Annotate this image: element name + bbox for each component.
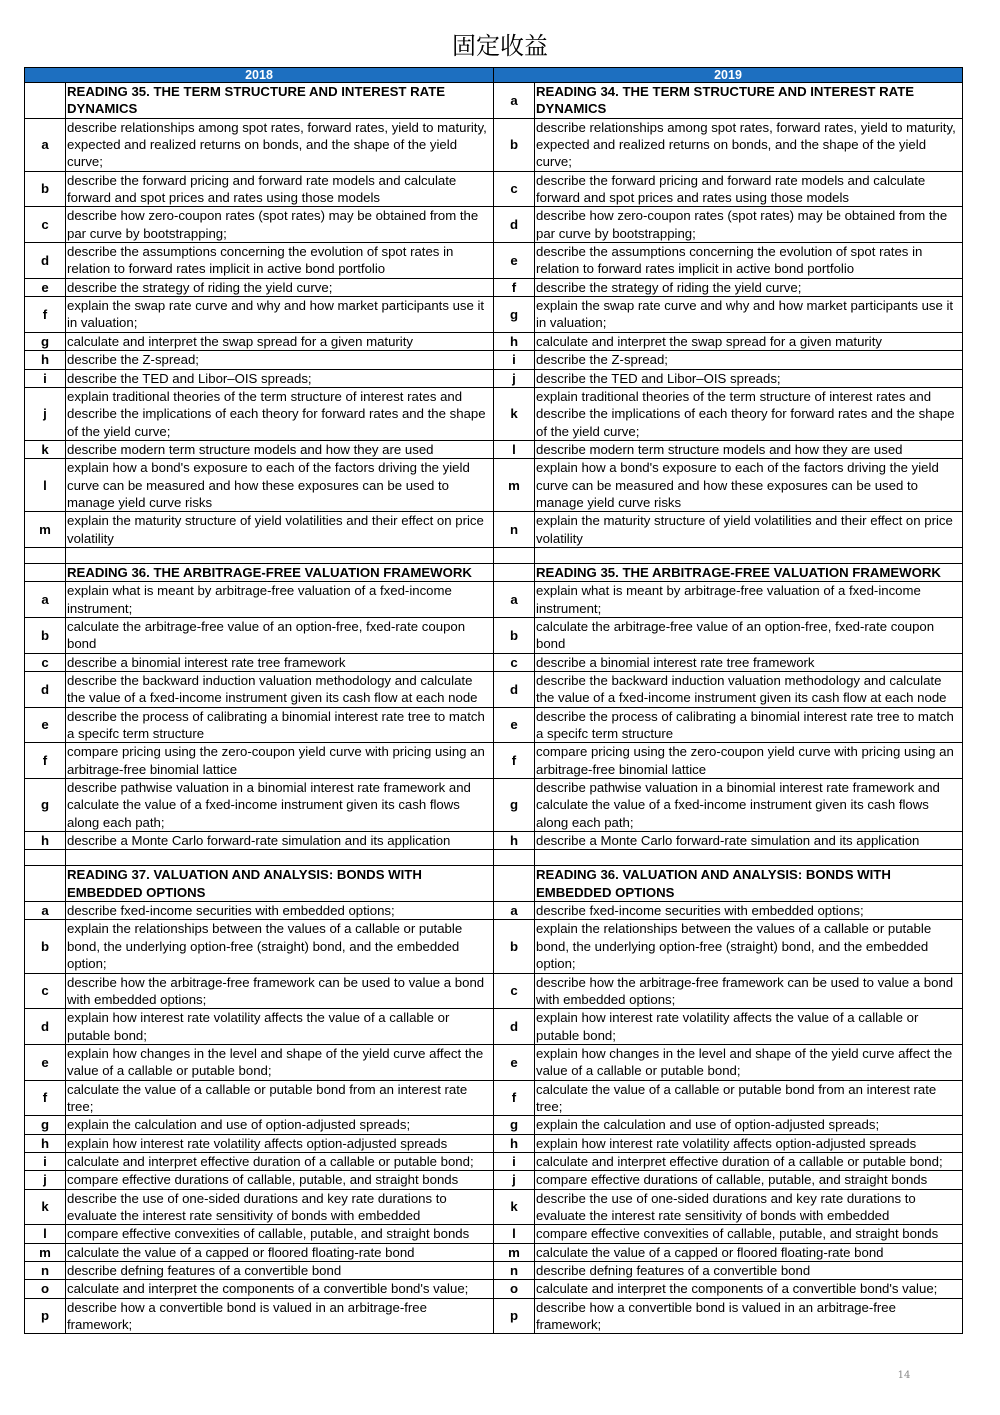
left-key-cell: i [25,1152,66,1170]
left-text-cell: explain the relationships between the values of a callable or putable bond, the underlying option-free (straight) bond, and the embedded option; [66,920,494,973]
left-text-cell: compare pricing using the zero-coupon yield curve with pricing using an arbitrage-free binomial lattice [66,743,494,779]
right-key-cell: i [494,1152,535,1170]
left-text-cell: calculate and interpret effective duration of a callable or putable bond; [66,1152,494,1170]
table-row [25,171,963,207]
right-key-cell: l [494,1225,535,1243]
table-row [25,832,963,850]
empty-cell [25,547,66,563]
right-key-cell: g [494,1116,535,1134]
left-key-cell: b [25,617,66,653]
right-key-cell: e [494,707,535,743]
left-key-cell: j [25,1171,66,1189]
right-key-cell: o [494,1280,535,1298]
table-row [25,1116,963,1134]
right-text-cell: describe pathwise valuation in a binomial interest rate framework and calculate the value of a fxed-income instrument given its cash flows along each path; [535,779,963,832]
right-key-cell: a [494,83,535,119]
left-key-cell: c [25,973,66,1009]
right-key-cell: a [494,582,535,618]
left-key-cell: n [25,1262,66,1280]
right-text-cell: calculate the value of a callable or putable bond from an interest rate tree; [535,1080,963,1116]
right-key-cell: b [494,920,535,973]
page-title: 固定收益 [452,32,548,60]
right-key-cell: d [494,672,535,708]
right-text-cell: describe the assumptions concerning the evolution of spot rates in relation to forward rates implicit in active bond portfolio [535,243,963,279]
right-key-cell: d [494,207,535,243]
right-text-cell: READING 36. VALUATION AND ANALYSIS: BONDS WITH EMBEDDED OPTIONS [535,866,963,902]
comparison-table [24,67,963,1334]
table-row [25,743,963,779]
table-row [25,243,963,279]
right-text-cell: explain how changes in the level and shape of the yield curve affect the value of a callable or putable bond; [535,1044,963,1080]
left-key-cell [25,563,66,581]
left-key-cell: d [25,672,66,708]
left-key-cell: e [25,707,66,743]
year-2019-header: 2019 [494,68,963,83]
left-text-cell: explain what is meant by arbitrage-free valuation of a fxed-income instrument; [66,582,494,618]
table-row [25,118,963,171]
right-key-cell: g [494,779,535,832]
right-key-cell: c [494,171,535,207]
left-text-cell: describe fxed-income securities with embedded options; [66,902,494,920]
left-key-cell: l [25,1225,66,1243]
left-text-cell: READING 37. VALUATION AND ANALYSIS: BONDS WITH EMBEDDED OPTIONS [66,866,494,902]
right-key-cell: j [494,1171,535,1189]
left-key-cell: c [25,207,66,243]
left-key-cell: d [25,243,66,279]
right-key-cell: g [494,297,535,333]
table-row [25,1009,963,1045]
right-text-cell: explain how interest rate volatility affects option-adjusted spreads [535,1134,963,1152]
left-text-cell: describe the forward pricing and forward rate models and calculate forward and spot prices and rates using those models [66,171,494,207]
right-key-cell: h [494,332,535,350]
left-text-cell: explain how a bond's exposure to each of the factors driving the yield curve can be measured and how these exposures can be used to manage yield curve risks [66,459,494,512]
empty-cell [494,547,535,563]
left-key-cell [25,866,66,902]
left-key-cell: a [25,902,66,920]
right-text-cell: READING 35. THE ARBITRAGE-FREE VALUATION FRAMEWORK [535,563,963,581]
left-text-cell: explain the calculation and use of option-adjusted spreads; [66,1116,494,1134]
right-text-cell: compare pricing using the zero-coupon yield curve with pricing using an arbitrage-free binomial lattice [535,743,963,779]
right-text-cell: explain the relationships between the values of a callable or putable bond, the underlying option-free (straight) bond, and the embedded option; [535,920,963,973]
left-text-cell: describe relationships among spot rates, forward rates, yield to maturity, expected and realized returns on bonds, and the shape of the yield curve; [66,118,494,171]
table-row [25,902,963,920]
right-text-cell: describe fxed-income securities with embedded options; [535,902,963,920]
left-key-cell: j [25,387,66,440]
right-text-cell: describe the use of one-sided durations and key rate durations to evaluate the interest rate sensitivity of bonds with embedded [535,1189,963,1225]
left-key-cell: b [25,920,66,973]
right-text-cell: READING 34. THE TERM STRUCTURE AND INTEREST RATE DYNAMICS [535,83,963,119]
right-key-cell: c [494,973,535,1009]
table-row [25,369,963,387]
empty-cell [535,547,963,563]
left-key-cell: d [25,1009,66,1045]
left-key-cell: f [25,1080,66,1116]
reading-title-row [25,866,963,902]
year-header-row [25,68,963,83]
table-row [25,582,963,618]
right-text-cell: calculate and interpret the swap spread for a given maturity [535,332,963,350]
table-row [25,1189,963,1225]
left-key-cell: h [25,832,66,850]
left-text-cell: calculate and interpret the swap spread for a given maturity [66,332,494,350]
right-key-cell: d [494,1009,535,1045]
right-text-cell: calculate the value of a capped or floored floating-rate bond [535,1243,963,1261]
right-key-cell: p [494,1298,535,1334]
left-key-cell: a [25,582,66,618]
table-row [25,440,963,458]
left-text-cell: describe the use of one-sided durations and key rate durations to evaluate the interest rate sensitivity of bonds with embedded [66,1189,494,1225]
right-key-cell [494,563,535,581]
table-row [25,207,963,243]
table-row [25,1243,963,1261]
left-text-cell: describe modern term structure models and how they are used [66,440,494,458]
right-text-cell: compare effective durations of callable, putable, and straight bonds [535,1171,963,1189]
left-key-cell: g [25,779,66,832]
right-key-cell: m [494,459,535,512]
left-text-cell: describe a binomial interest rate tree framework [66,653,494,671]
right-text-cell: describe the strategy of riding the yield curve; [535,278,963,296]
right-key-cell: m [494,1243,535,1261]
table-row [25,779,963,832]
table-row [25,1225,963,1243]
right-text-cell: describe the Z-spread; [535,351,963,369]
table-row [25,973,963,1009]
table-row [25,1044,963,1080]
left-text-cell: describe the TED and Libor–OIS spreads; [66,369,494,387]
left-text-cell: READING 36. THE ARBITRAGE-FREE VALUATION FRAMEWORK [66,563,494,581]
right-key-cell: i [494,351,535,369]
page-number: 14 [897,1370,911,1381]
right-key-cell: k [494,387,535,440]
reading-title-row [25,563,963,581]
empty-cell [66,547,494,563]
empty-cell [535,850,963,866]
left-key-cell: i [25,369,66,387]
right-text-cell: compare effective convexities of callable, putable, and straight bonds [535,1225,963,1243]
left-key-cell: m [25,1243,66,1261]
left-text-cell: explain traditional theories of the term structure of interest rates and describe the implications of each theory for forward rates and the shape of the yield curve; [66,387,494,440]
left-text-cell: describe the backward induction valuation methodology and calculate the value of a fxed-income instrument given its cash flow at each node [66,672,494,708]
right-text-cell: explain how interest rate volatility affects the value of a callable or putable bond; [535,1009,963,1045]
table-row [25,653,963,671]
year-2018-header: 2018 [25,68,494,83]
left-key-cell: f [25,743,66,779]
reading-title-row [25,83,963,119]
left-key-cell [25,83,66,119]
right-text-cell: explain traditional theories of the term structure of interest rates and describe the implications of each theory for forward rates and the shape of the yield curve; [535,387,963,440]
left-text-cell: describe the assumptions concerning the evolution of spot rates in relation to forward rates implicit in active bond portfolio [66,243,494,279]
left-key-cell: k [25,440,66,458]
left-key-cell: h [25,351,66,369]
left-text-cell: explain how interest rate volatility affects the value of a callable or putable bond; [66,1009,494,1045]
left-key-cell: f [25,297,66,333]
table-row [25,278,963,296]
table-row [25,1262,963,1280]
left-text-cell: calculate and interpret the components of a convertible bond's value; [66,1280,494,1298]
left-text-cell: describe the Z-spread; [66,351,494,369]
left-text-cell: describe a Monte Carlo forward-rate simulation and its application [66,832,494,850]
left-key-cell: c [25,653,66,671]
right-text-cell: describe the TED and Libor–OIS spreads; [535,369,963,387]
table-row [25,1134,963,1152]
right-key-cell: b [494,118,535,171]
empty-cell [66,850,494,866]
left-text-cell: READING 35. THE TERM STRUCTURE AND INTEREST RATE DYNAMICS [66,83,494,119]
right-text-cell: describe a Monte Carlo forward-rate simulation and its application [535,832,963,850]
right-text-cell: describe a binomial interest rate tree framework [535,653,963,671]
left-key-cell: m [25,512,66,548]
table-row [25,332,963,350]
right-key-cell: f [494,1080,535,1116]
left-key-cell: e [25,278,66,296]
right-text-cell: calculate the arbitrage-free value of an option-free, fxed-rate coupon bond [535,617,963,653]
right-key-cell: c [494,653,535,671]
left-text-cell: explain how changes in the level and shape of the yield curve affect the value of a callable or putable bond; [66,1044,494,1080]
right-text-cell: describe how a convertible bond is valued in an arbitrage-free framework; [535,1298,963,1334]
right-key-cell: e [494,243,535,279]
left-text-cell: explain how interest rate volatility affects option-adjusted spreads [66,1134,494,1152]
left-text-cell: describe how a convertible bond is valued in an arbitrage-free framework; [66,1298,494,1334]
right-key-cell: f [494,278,535,296]
table-row [25,459,963,512]
table-row [25,1280,963,1298]
table-body [25,68,963,1334]
right-key-cell: n [494,512,535,548]
table-row [25,1152,963,1170]
right-text-cell: explain how a bond's exposure to each of the factors driving the yield curve can be measured and how these exposures can be used to manage yield curve risks [535,459,963,512]
left-key-cell: g [25,1116,66,1134]
left-key-cell: o [25,1280,66,1298]
left-text-cell: describe the process of calibrating a binomial interest rate tree to match a specifc term structure [66,707,494,743]
right-text-cell: describe defning features of a convertible bond [535,1262,963,1280]
left-text-cell: explain the maturity structure of yield volatilities and their effect on price volatility [66,512,494,548]
right-text-cell: describe the backward induction valuation methodology and calculate the value of a fxed-income instrument given its cash flow at each node [535,672,963,708]
right-key-cell: f [494,743,535,779]
right-text-cell: describe modern term structure models and how they are used [535,440,963,458]
right-text-cell: describe how the arbitrage-free framework can be used to value a bond with embedded options; [535,973,963,1009]
left-text-cell: calculate the value of a callable or putable bond from an interest rate tree; [66,1080,494,1116]
right-key-cell: h [494,832,535,850]
left-key-cell: k [25,1189,66,1225]
spacer-row [25,547,963,563]
table-row [25,512,963,548]
right-text-cell: describe relationships among spot rates, forward rates, yield to maturity, expected and realized returns on bonds, and the shape of the yield curve; [535,118,963,171]
right-text-cell: describe the process of calibrating a binomial interest rate tree to match a specifc term structure [535,707,963,743]
left-text-cell: explain the swap rate curve and why and how market participants use it in valuation; [66,297,494,333]
right-key-cell: l [494,440,535,458]
right-key-cell: j [494,369,535,387]
left-text-cell: describe pathwise valuation in a binomial interest rate framework and calculate the value of a fxed-income instrument given its cash flows along each path; [66,779,494,832]
table-row [25,297,963,333]
left-key-cell: b [25,171,66,207]
left-key-cell: g [25,332,66,350]
right-text-cell: describe the forward pricing and forward rate models and calculate forward and spot prices and rates using those models [535,171,963,207]
right-key-cell: a [494,902,535,920]
right-text-cell: describe how zero-coupon rates (spot rates) may be obtained from the par curve by bootstrapping; [535,207,963,243]
left-text-cell: describe the strategy of riding the yield curve; [66,278,494,296]
table-row [25,707,963,743]
left-text-cell: compare effective convexities of callable, putable, and straight bonds [66,1225,494,1243]
left-key-cell: p [25,1298,66,1334]
right-text-cell: calculate and interpret effective duration of a callable or putable bond; [535,1152,963,1170]
table-row [25,920,963,973]
left-text-cell: calculate the value of a capped or floored floating-rate bond [66,1243,494,1261]
right-text-cell: explain what is meant by arbitrage-free valuation of a fxed-income instrument; [535,582,963,618]
right-key-cell: n [494,1262,535,1280]
right-key-cell [494,866,535,902]
left-key-cell: e [25,1044,66,1080]
table-row [25,672,963,708]
right-key-cell: h [494,1134,535,1152]
right-text-cell: explain the swap rate curve and why and how market participants use it in valuation; [535,297,963,333]
table-row [25,617,963,653]
table-row [25,1298,963,1334]
right-text-cell: calculate and interpret the components of a convertible bond's value; [535,1280,963,1298]
right-key-cell: k [494,1189,535,1225]
left-key-cell: l [25,459,66,512]
right-key-cell: e [494,1044,535,1080]
left-key-cell: a [25,118,66,171]
left-text-cell: describe how the arbitrage-free framework can be used to value a bond with embedded options; [66,973,494,1009]
left-text-cell: describe how zero-coupon rates (spot rates) may be obtained from the par curve by bootstrapping; [66,207,494,243]
empty-cell [494,850,535,866]
right-text-cell: explain the calculation and use of option-adjusted spreads; [535,1116,963,1134]
right-key-cell: b [494,617,535,653]
empty-cell [25,850,66,866]
left-text-cell: calculate the arbitrage-free value of an option-free, fxed-rate coupon bond [66,617,494,653]
spacer-row [25,850,963,866]
left-key-cell: h [25,1134,66,1152]
table-row [25,1171,963,1189]
table-row [25,1080,963,1116]
table-row [25,387,963,440]
left-text-cell: compare effective durations of callable, putable, and straight bonds [66,1171,494,1189]
table-row [25,351,963,369]
left-text-cell: describe defning features of a convertible bond [66,1262,494,1280]
right-text-cell: explain the maturity structure of yield volatilities and their effect on price volatility [535,512,963,548]
